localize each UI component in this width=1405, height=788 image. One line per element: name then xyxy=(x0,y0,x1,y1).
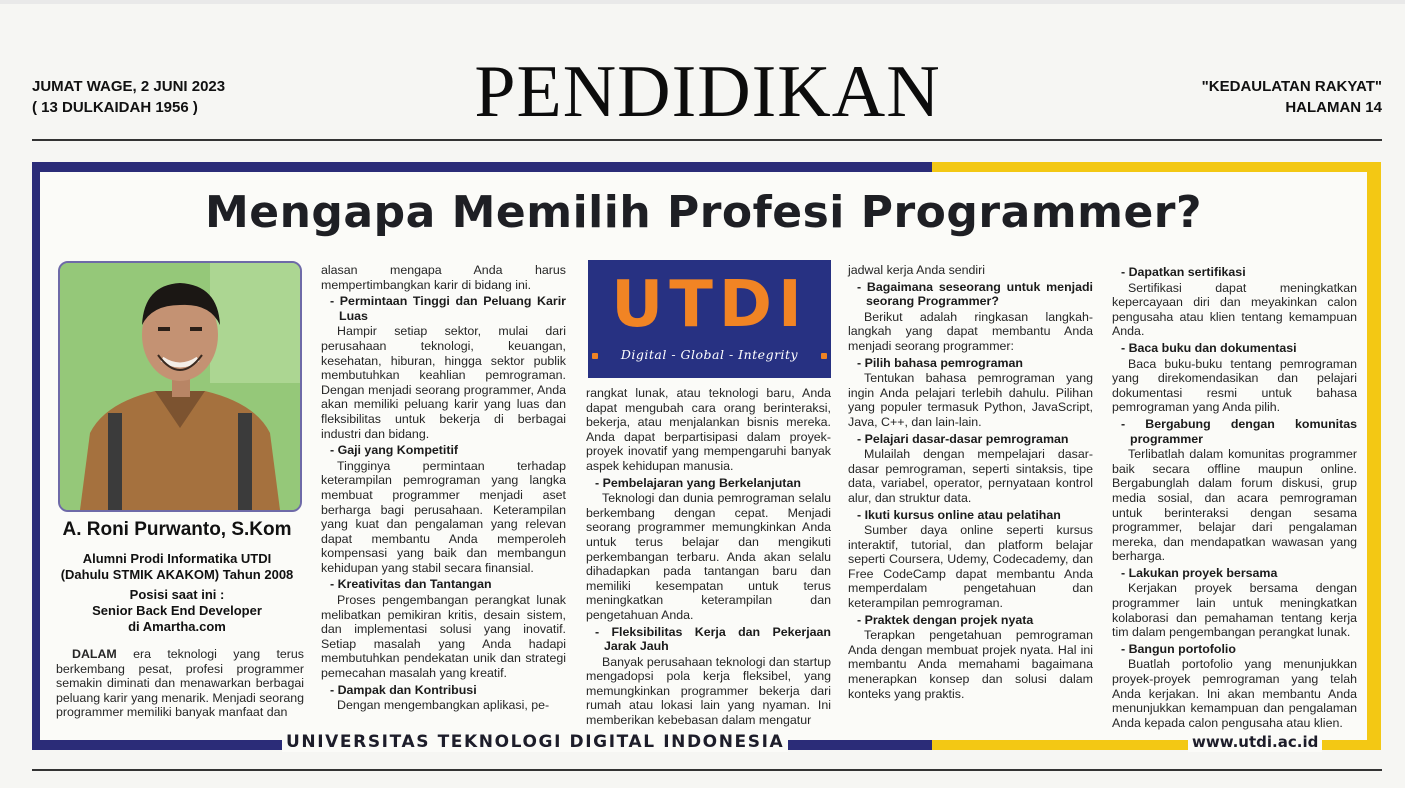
author-name: A. Roni Purwanto, S.Kom xyxy=(62,519,292,540)
paragraph: Sertifikasi dapat meningkatkan kepercayaan diri dan meyakinkan calon pengusaha atau klien tentang kemampuan Anda. xyxy=(1112,280,1357,339)
subheading: - Gaji yang Kompetitif xyxy=(330,443,459,458)
subheading: - Fleksibilitas Kerja dan Pekerjaan Jarak Jauh xyxy=(595,624,831,654)
paragraph: rangkat lunak, atau teknologi baru, Anda dapat mengubah cara orang berinteraksi, bekerja, atau menjalankan bisnis mereka. Anda dapat berpartisipasi dalam proyek-proyek inovatif yang mempengaruhi banyak aspek kehidupan manusia. xyxy=(586,386,831,473)
article-column-2 xyxy=(321,263,566,713)
paragraph: Buatlah portofolio yang menunjukkan proyek-proyek pemrograman yang telah Anda kerjakan. Ini akan membantu Anda menunjukkan kemampuan dan pengalaman Anda kepada calon pengusaha atau klien. xyxy=(1112,657,1357,730)
subheading: - Bangun portofolio xyxy=(1121,641,1236,656)
subheading: - Permintaan Tinggi dan Peluang Karir Luas xyxy=(330,294,566,323)
lead-word: DALAM xyxy=(72,647,117,661)
article-headline: Mengapa Memilih Profesi Programmer? xyxy=(204,187,1203,238)
paragraph: Kerjakan proyek bersama dengan programmer lain untuk meningkatkan kolaborasi dan pemahaman tentang kerja tim dalam pengembangan perangkat lunak. xyxy=(1112,581,1357,640)
lead-text: era teknologi yang terus berkembang pesat, profesi programmer semakin diminati dan menawarkan berbagai peluang karir yang menarik. Menjadi seorang programmer memiliki banyak manfaat dan xyxy=(56,647,304,720)
paragraph: Terlibatlah dalam komunitas programmer baik secara offline maupun online. Bergabunglah dalam forum diskusi, grup media sosial, dan acara pemrograman untuk berinteraksi dengan sesama programmer, belajar dari pengalaman mereka, dan mendapatkan wawasan yang berharga. xyxy=(1112,447,1357,564)
author-bio-line: (Dahulu STMIK AKAKOM) Tahun 2008 xyxy=(60,567,294,582)
paragraph: Tingginya permintaan terhadap keterampilan pemrograman yang langka membuat programmer menjadi aset berharga bagi perusahaan. Keterampilan yang kuat dan pengalaman yang relevan dapat membantu Anda memperoleh kompensasi yang baik dan membangun kehidupan yang stabil secara finansial. xyxy=(321,458,566,575)
paragraph: Hampir setiap sektor, mulai dari perusahaan teknologi, keuangan, kesehatan, hiburan, hingga sektor publik membutuhkan keahlian pemrograman. Dengan menjadi seorang programmer, Anda akan memiliki peluang karir yang luas dan fleksibilitas untuk bekerja di berbagai industri dan bidang. xyxy=(321,324,566,441)
paragraph: Dengan mengembangkan aplikasi, pe- xyxy=(337,698,550,713)
paragraph: Proses pengembangan perangkat lunak melibatkan pemikiran kritis, desain sistem, dan implementasi solusi yang inovatif. Setiap masalah yang Anda hadapi membutuhkan pendekatan unik dan strategi pemecahan masalah yang kreatif. xyxy=(321,593,566,681)
university-website: www.utdi.ac.id xyxy=(1188,733,1322,752)
paragraph: Terapkan pengetahuan pemrograman Anda dengan membuat projek nyata. Hal ini membantu Anda memahami bagaimana menerapkan konsep dan solusi dalam konteks yang praktis. xyxy=(848,628,1093,701)
top-band xyxy=(0,0,1405,4)
subheading: - Baca buku dan dokumentasi xyxy=(1121,340,1297,355)
author-photo-icon xyxy=(60,263,300,510)
paper-name: "KEDAULATAN RAKYAT" xyxy=(1201,78,1382,95)
author-photo xyxy=(58,261,302,512)
article-column-1 xyxy=(56,647,304,720)
article-column-4 xyxy=(848,263,1093,701)
utdi-logo-text: UTDI xyxy=(611,268,808,342)
footer-rule xyxy=(32,769,1382,771)
subheading: - Bergabung dengan komunitas programmer xyxy=(1121,416,1357,446)
paragraph: Banyak perusahaan teknologi dan startup mengadopsi pola kerja fleksibel, yang memungkinkan programmer bekerja dari rumah atau lokasi lain yang nyaman. Ini memberikan kebebasan dalam mengatur xyxy=(586,654,831,728)
section-title: PENDIDIKAN xyxy=(474,51,941,133)
subheading: - Praktek dengan projek nyata xyxy=(857,612,1034,627)
paragraph: Berikut adalah ringkasan langkah-langkah yang dapat membantu Anda menjadi seorang programmer: xyxy=(848,309,1093,353)
author-company: di Amartha.com xyxy=(128,619,226,634)
article-column-5 xyxy=(1112,263,1357,730)
paragraph: alasan mengapa Anda harus mempertimbangkan karir di bidang ini. xyxy=(321,263,566,292)
author-bio-line: Alumni Prodi Informatika UTDI xyxy=(82,551,272,566)
hijri-date-line: ( 13 DULKAIDAH 1956 ) xyxy=(32,99,198,116)
author-bio xyxy=(44,551,310,635)
issue-date xyxy=(32,76,225,118)
subheading: - Dampak dan Kontribusi xyxy=(330,682,477,697)
issue-date-line: JUMAT WAGE, 2 JUNI 2023 xyxy=(32,78,226,95)
subheading: - Dapatkan sertifikasi xyxy=(1121,265,1246,279)
paragraph: Baca buku-buku tentang pemrograman yang direkomendasikan dan pelajari dokumentasi resmi untuk bahasa pemrograman yang Anda pilih. xyxy=(1112,356,1357,415)
page-number: HALAMAN 14 xyxy=(1285,99,1382,116)
university-name: UNIVERSITAS TEKNOLOGI DIGITAL INDONESIA xyxy=(282,732,788,752)
author-position: Senior Back End Developer xyxy=(92,603,262,618)
subheading: - Pilih bahasa pemrograman xyxy=(857,355,1023,370)
subheading: - Pelajari dasar-dasar pemrograman xyxy=(857,431,1069,446)
author-position-label: Posisi saat ini : xyxy=(129,587,225,602)
subheading: - Lakukan proyek bersama xyxy=(1121,565,1278,580)
paragraph: Teknologi dan dunia pemrograman selalu berkembang dengan cepat. Menjadi seorang programmer memungkinkan Anda untuk terus belajar dan mengikuti perkembangan terbaru. Anda akan selalu dihadapkan pada tantangan baru dan memiliki kesempatan untuk terus meningkatkan keterampilan dan pengetahuan Anda. xyxy=(586,491,831,622)
paragraph: Mulailah dengan mempelajari dasar-dasar pemrograman, seperti sintaksis, tipe data, variabel, operator, pernyataan kontrol alur, dan struktur data. xyxy=(848,447,1093,505)
subheading: - Bagaimana seseorang untuk menjadi seorang Programmer? xyxy=(857,279,1093,309)
subheading: - Kreativitas dan Tantangan xyxy=(330,577,492,592)
lead-paragraph xyxy=(56,647,304,720)
article-column-3 xyxy=(586,386,831,728)
utdi-logo-tagline: Digital - Global - Integrity xyxy=(620,347,799,362)
logo-dot-icon xyxy=(821,353,827,359)
masthead-info xyxy=(1202,76,1382,118)
paragraph: Sumber daya online seperti kursus interaktif, tutorial, dan platform belajar seperti Coursera, Udemy, Codecademy, dan Free CodeCamp dapat membantu Anda memperdalam pengetahuan dan keterampilan pemrograman. xyxy=(848,523,1093,611)
subheading: - Pembelajaran yang Berkelanjutan xyxy=(595,475,801,490)
header-rule xyxy=(32,139,1382,141)
subheading: - Ikuti kursus online atau pelatihan xyxy=(857,507,1061,522)
utdi-logo xyxy=(588,260,831,378)
paragraph: jadwal kerja Anda sendiri xyxy=(848,263,986,277)
paragraph: Tentukan bahasa pemrograman yang ingin Anda pelajari terlebih dahulu. Pilihan yang populer termasuk Python, JavaScript, Java, C++, dan lain-lain. xyxy=(848,371,1093,429)
